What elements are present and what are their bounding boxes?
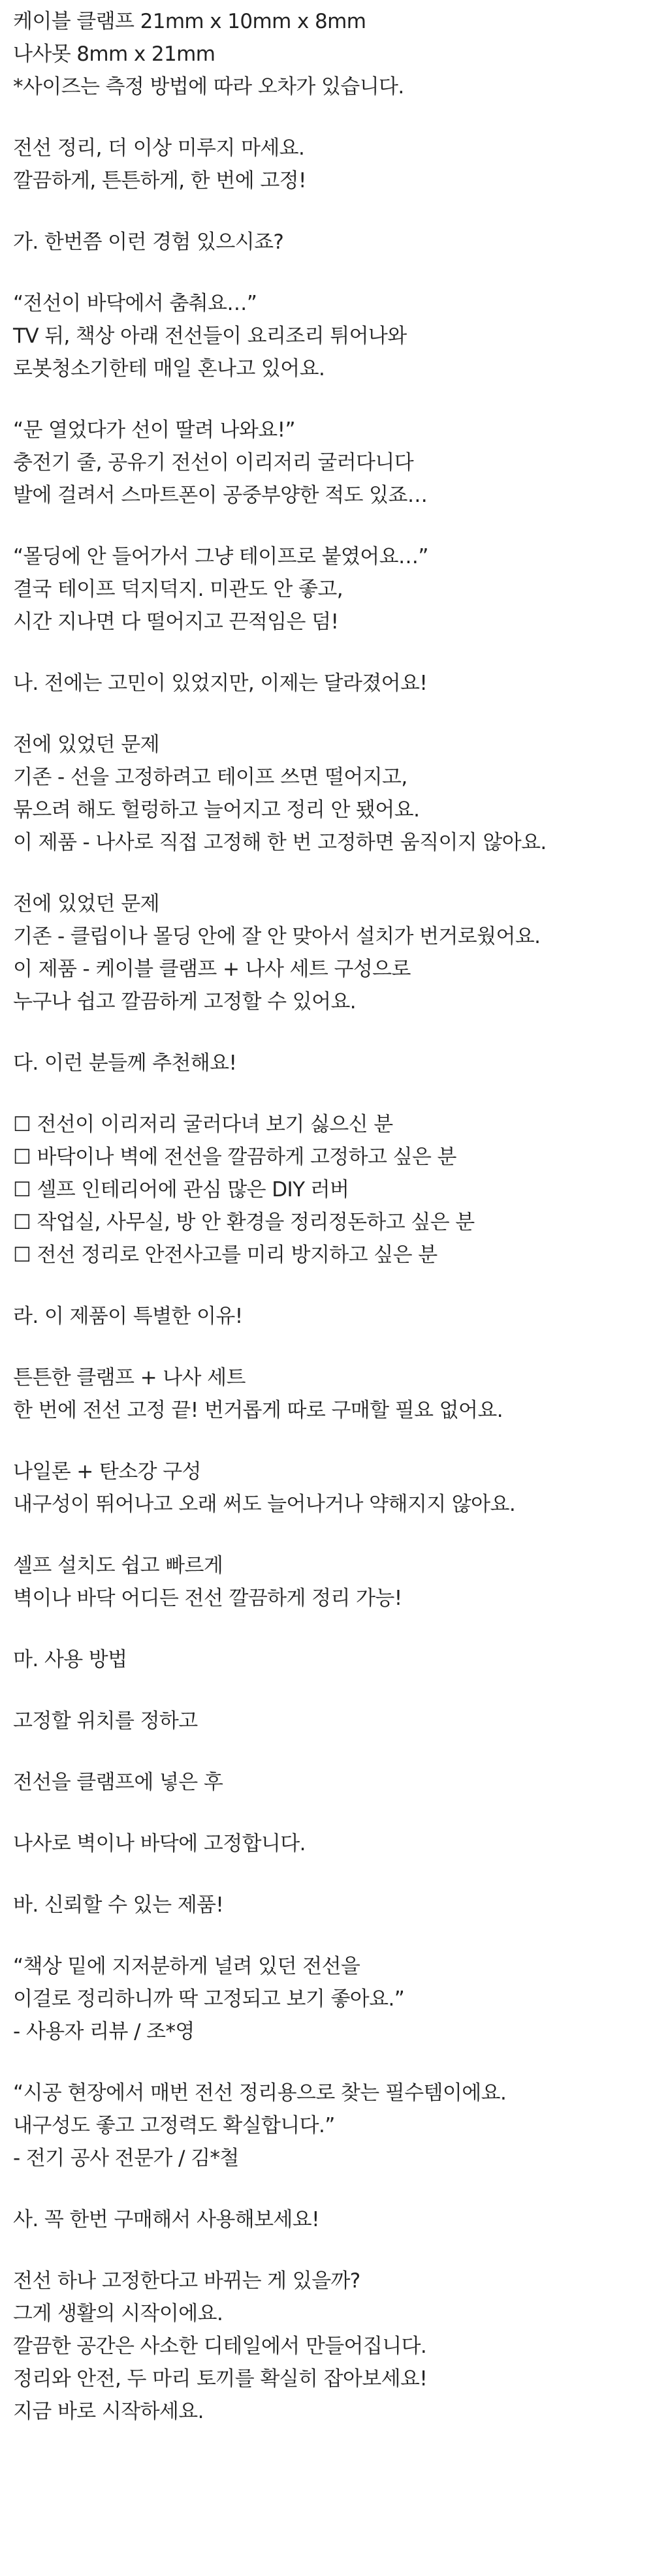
spec-screw: 나사못 8mm x 21mm [13,42,215,66]
section-title-ba: 바. 신뢰할 수 있는 제품! [13,1893,224,1917]
feature-head: 튼튼한 클램프 + 나사 세트 [13,1366,246,1389]
case-text: TV 뒤, 책상 아래 전선들이 요리조리 튀어나와 [13,324,407,348]
section-title-ma: 마. 사용 방법 [13,1648,127,1671]
experience-case [13,540,640,638]
feature-head: 나일론 + 탄소강 구성 [13,1460,201,1483]
spec-note: *사이즈는 측정 방법에 따라 오차가 있습니다. [13,75,404,99]
problem-solution: 누구나 쉽고 깔끔하게 고정할 수 있어요. [13,990,357,1014]
case-text: 시간 지나면 다 떨어지고 끈적임은 덤! [13,610,339,634]
review-author: - 사용자 리뷰 / 조*영 [13,2020,195,2043]
case-quote: “전선이 바닥에서 춤춰요…” [13,292,257,315]
closing-block [13,2265,640,2428]
closing-line: 전선 하나 고정한다고 바뀌는 게 있을까? [13,2269,360,2293]
closing-line: 그게 생활의 시작이에요. [13,2302,223,2325]
recommend-item: ☐ 셀프 인테리어에 관심 많은 DIY 러버 [13,1178,349,1202]
usage-step: 나사로 벽이나 바닥에 고정합니다. [13,1832,306,1855]
usage-step: 전선을 클램프에 넣은 후 [13,1771,223,1794]
case-text: 발에 걸려서 스마트폰이 공중부양한 적도 있죠… [13,484,428,507]
feature-point [13,1549,640,1615]
recommend-item: ☐ 작업실, 사무실, 방 안 환경을 정리정돈하고 싶은 분 [13,1211,475,1234]
recommend-item: ☐ 전선이 이리저리 굴러다녀 보기 싫으신 분 [13,1113,393,1136]
closing-line: 지금 바로 시작하세요. [13,2400,204,2423]
feature-point [13,1361,640,1427]
review-text: 내구성도 좋고 고정력도 확실합니다.” [13,2114,335,2137]
section-title-sa: 사. 꼭 한번 구매해서 사용해보세요! [13,2208,319,2231]
spec-block [13,5,640,103]
review-text: “책상 밑에 지저분하게 널려 있던 전선을 [13,1955,360,1978]
case-text: 결국 테이프 덕지덕지. 미관도 안 좋고, [13,578,343,601]
recommend-item: ☐ 바닥이나 벽에 전선을 깔끔하게 고정하고 싶은 분 [13,1145,456,1169]
review-text: 이걸로 정리하니까 딱 고정되고 보기 좋아요.” [13,1987,405,2011]
recommend-list [13,1108,640,1271]
review-author: - 전기 공사 전문가 / 김*철 [13,2147,239,2170]
feature-body: 벽이나 바닥 어디든 전선 깔끔하게 정리 가능! [13,1587,402,1610]
case-text: 로봇청소기한테 매일 혼나고 있어요. [13,357,325,380]
feature-body: 한 번에 전선 고정 끝! 번거롭게 따로 구매할 필요 없어요. [13,1399,503,1422]
problem-text: 기존 - 선을 고정하려고 테이프 쓰면 떨어지고, [13,766,407,789]
problem-block [13,728,640,859]
review-block [13,1950,640,2048]
review-block [13,2077,640,2175]
closing-line: 깔끔한 공간은 사소한 디테일에서 만들어집니다. [13,2335,427,2358]
case-text: 충전기 줄, 공유기 전선이 이리저리 굴러다니다 [13,451,414,474]
section-title-na: 나. 전에는 고민이 있었지만, 이제는 달라졌어요! [13,672,428,695]
section-title-da: 다. 이런 분들께 추천해요! [13,1051,237,1075]
spec-size: 케이블 클램프 21mm x 10mm x 8mm [13,10,366,33]
problem-text: 묶으려 해도 헐렁하고 늘어지고 정리 안 됐어요. [13,798,420,822]
review-text: “시공 현장에서 매번 전선 정리용으로 찾는 필수템이에요. [13,2081,507,2105]
experience-case [13,414,640,512]
headline-block [13,132,640,197]
section-title-ra: 라. 이 제품이 특별한 이유! [13,1305,243,1328]
problem-label: 전에 있었던 문제 [13,733,159,756]
problem-block [13,888,640,1018]
closing-line: 정리와 안전, 두 마리 토끼를 확실히 잡아보세요! [13,2367,428,2391]
experience-case [13,287,640,385]
case-quote: “문 열었다가 선이 딸려 나와요!” [13,418,295,442]
recommend-item: ☐ 전선 정리로 안전사고를 미리 방지하고 싶은 분 [13,1243,438,1267]
feature-point [13,1455,640,1521]
section-title-ga: 가. 한번쯤 이런 경험 있으시죠? [13,230,284,254]
usage-step: 고정할 위치를 정하고 [13,1709,198,1733]
product-description [13,5,640,2428]
problem-solution: 이 제품 - 케이블 클램프 + 나사 세트 구성으로 [13,957,411,981]
problem-solution: 이 제품 - 나사로 직접 고정해 한 번 고정하면 움직이지 않아요. [13,831,547,854]
case-quote: “몰딩에 안 들어가서 그냥 테이프로 붙였어요…” [13,545,428,568]
feature-head: 셀프 설치도 쉽고 빠르게 [13,1554,223,1577]
headline-line: 전선 정리, 더 이상 미루지 마세요. [13,136,305,160]
headline-line: 깔끔하게, 튼튼하게, 한 번에 고정! [13,169,306,193]
feature-body: 내구성이 뛰어나고 오래 써도 늘어나거나 약해지지 않아요. [13,1493,516,1516]
problem-text: 기존 - 클립이나 몰딩 안에 잘 안 맞아서 설치가 번거로웠어요. [13,925,541,948]
problem-label: 전에 있었던 문제 [13,892,159,916]
